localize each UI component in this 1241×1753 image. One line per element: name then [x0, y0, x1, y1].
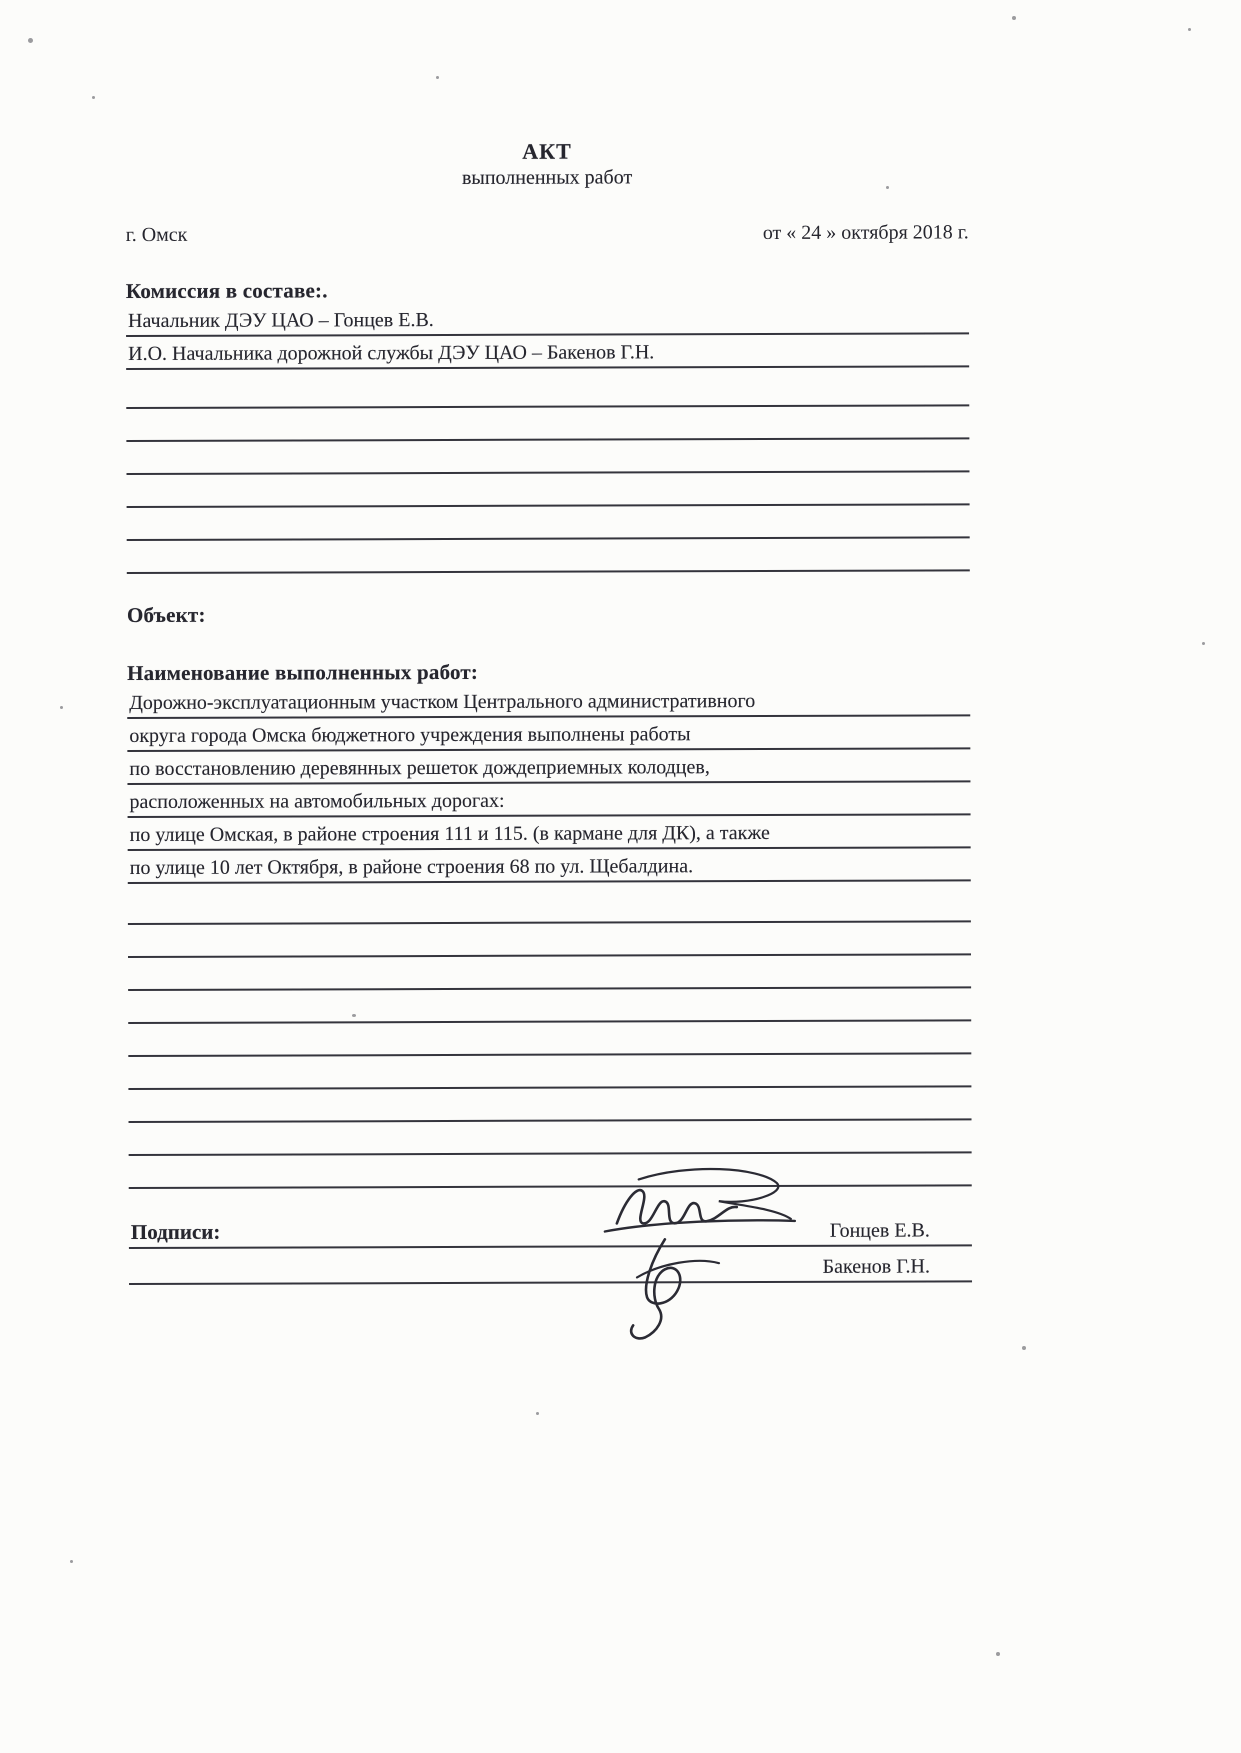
blank-ruled-line — [128, 955, 971, 991]
signatures-row-2 — [129, 1246, 972, 1285]
blank-ruled-line — [127, 505, 970, 541]
works-line — [128, 848, 971, 884]
scan-noise-speck — [1202, 642, 1205, 645]
scan-noise-speck — [1022, 1346, 1026, 1350]
blank-ruled-line — [126, 439, 969, 475]
object-heading: Объект: — [126, 602, 206, 627]
scan-noise-speck — [70, 1560, 73, 1563]
commission-heading: Комиссия в составе:. — [125, 278, 328, 303]
meta-row — [126, 219, 969, 248]
blank-ruled-line — [126, 472, 969, 508]
works-line — [127, 749, 970, 785]
commission-member-line — [126, 334, 969, 370]
works-text: Дорожно-эксплуатационным участком Центрального административного — [129, 690, 756, 714]
commission-member: Начальник ДЭУ ЦАО – Гонцев Е.В. — [127, 309, 434, 332]
signatures-block — [129, 1210, 972, 1285]
scan-noise-speck — [1188, 28, 1191, 31]
blank-ruled-line — [129, 1153, 972, 1189]
works-text: по улице 10 лет Октября, в районе строения 68 по ул. Щебалдина. — [129, 855, 694, 879]
commission-member: И.О. Начальника дорожной службы ДЭУ ЦАО – Бакенов Г.Н. — [128, 341, 655, 365]
works-line — [127, 782, 970, 818]
works-text: по улице Омская, в районе строения 111 и 115. (в кармане для ДК), а также — [129, 821, 770, 846]
signature-name-bakenov: Бакенов Г.Н. — [822, 1255, 931, 1278]
document-city: г. Омск — [125, 223, 188, 246]
blank-ruled-line — [128, 1021, 971, 1057]
blank-ruled-line — [128, 988, 971, 1024]
scan-noise-speck — [1012, 16, 1016, 20]
blank-ruled-line — [128, 889, 971, 925]
blank-ruled-line — [126, 373, 969, 409]
works-heading: Наименование выполненных работ: — [127, 659, 479, 685]
document-title: АКТ — [522, 138, 572, 164]
document-content — [125, 0, 974, 1753]
works-line — [127, 683, 970, 719]
signatures-row-1 — [129, 1210, 972, 1249]
document-date: от « 24 » октября 2018 г. — [762, 221, 969, 244]
blank-ruled-line — [127, 538, 970, 574]
works-text: расположенных на автомобильных дорогах: — [129, 789, 505, 813]
scan-noise-speck — [60, 706, 63, 709]
scan-noise-speck — [28, 38, 33, 43]
blank-ruled-line — [129, 1120, 972, 1156]
blank-ruled-line — [128, 1054, 971, 1090]
signatures-heading: Подписи: — [130, 1219, 221, 1244]
scan-noise-speck — [92, 96, 95, 99]
blank-lines-group — [126, 373, 970, 574]
commission-member-line — [126, 301, 969, 337]
scan-noise-speck — [996, 1652, 1000, 1656]
blank-ruled-line — [128, 1087, 971, 1123]
works-line — [127, 716, 970, 752]
title-block — [125, 137, 968, 192]
blank-lines-group — [128, 889, 972, 1189]
blank-ruled-line — [126, 406, 969, 442]
works-text: округа города Омска бюджетного учреждения выполнены работы — [129, 723, 691, 747]
works-line — [128, 815, 971, 851]
blank-ruled-line — [128, 922, 971, 958]
signature-name-goncev: Гонцев Е.В. — [829, 1219, 930, 1242]
works-text: по восстановлению деревянных решеток дождеприемных колодцев, — [129, 756, 710, 780]
document-subtitle: выполненных работ — [461, 166, 633, 189]
